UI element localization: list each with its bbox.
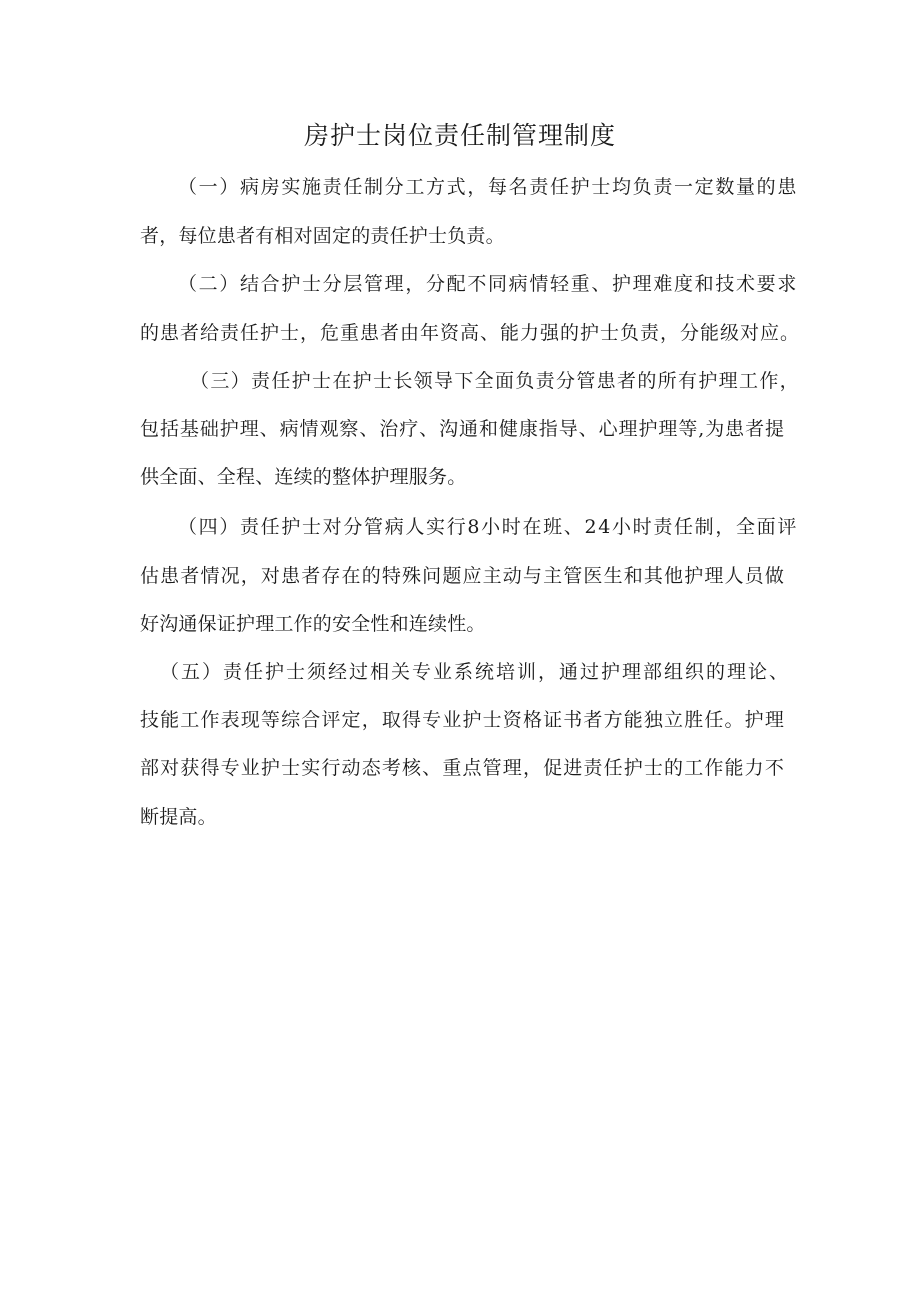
paragraph-4-line-3: 好沟通保证护理工作的安全性和连续性。 <box>140 613 486 635</box>
paragraph-3-line-2: 包括基础护理、病情观察、治疗、沟通和健康指导、心理护理等,为患者提 <box>140 418 785 440</box>
paragraph-1-line-1: （一）病房实施责任制分工方式，每名责任护士均负责一定数量的患 <box>178 176 798 198</box>
paragraph-5-line-4: 断提高。 <box>140 806 217 828</box>
paragraph-2-line-1: （二）结合护士分层管理，分配不同病情轻重、护理难度和技术要求 <box>178 273 798 295</box>
paragraph-2-line-2: 的患者给责任护士，危重患者由年资高、能力强的护士负责，分能级对应。 <box>140 322 800 344</box>
paragraph-1-line-2: 者，每位患者有相对固定的责任护士负责。 <box>140 225 505 247</box>
paragraph-5-line-2: 技能工作表现等综合评定，取得专业护士资格证书者方能独立胜任。护理 <box>140 709 785 731</box>
paragraph-5-line-1: （五）责任护士须经过相关专业系统培训，通过护理部组织的理论、 <box>160 661 790 683</box>
paragraph-4-line-1: （四）责任护士对分管病人实行8小时在班、24小时责任制，全面评 <box>178 516 798 538</box>
paragraph-5-line-3: 部对获得专业护士实行动态考核、重点管理，促进责任护士的工作能力不 <box>140 757 785 779</box>
paragraph-3-line-3: 供全面、全程、连续的整体护理服务。 <box>140 466 467 488</box>
document-title: 房护士岗位责任制管理制度 <box>303 121 616 150</box>
paragraph-3-line-1: （三）责任护士在护士长领导下全面负责分管患者的所有护理工作， <box>190 370 800 392</box>
paragraph-4-line-2: 估患者情况，对患者存在的特殊问题应主动与主管医生和其他护理人员做 <box>140 565 785 587</box>
